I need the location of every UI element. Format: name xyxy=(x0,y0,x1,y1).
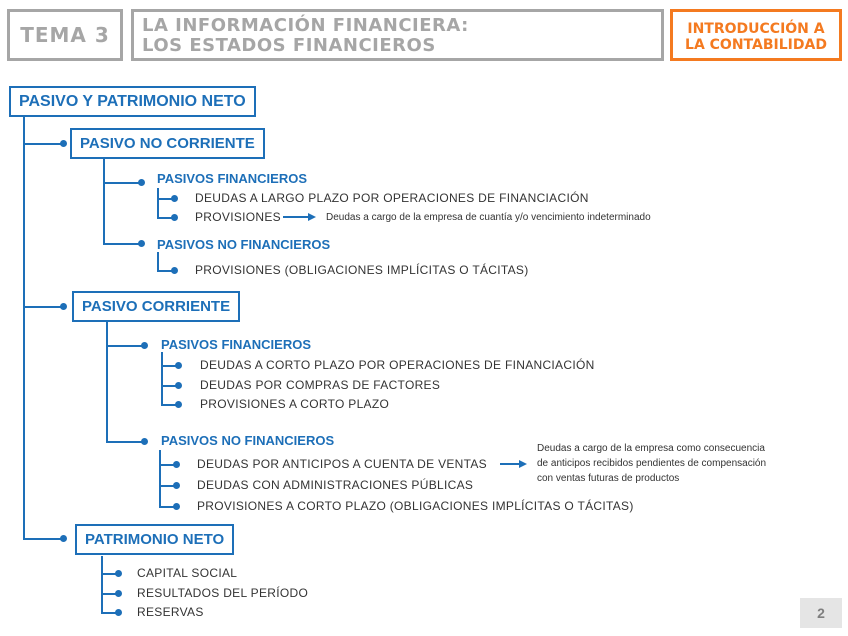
pc-fin-item: PROVISIONES A CORTO PLAZO xyxy=(200,397,390,411)
anticipos-note-line1: Deudas a cargo de la empresa como consecuencia xyxy=(537,443,765,454)
anticipos-note xyxy=(537,441,766,486)
course-badge-line2: LA CONTABILIDAD xyxy=(685,37,827,53)
page-number: 2 xyxy=(800,598,842,628)
arrow-anticipos-note xyxy=(500,460,527,468)
pnc-financieros-label: PASIVOS FINANCIEROS xyxy=(157,171,308,186)
pc-financieros-label: PASIVOS FINANCIEROS xyxy=(161,337,312,352)
tema-label: TEMA 3 xyxy=(7,9,123,61)
pc-nofin-item: PROVISIONES A CORTO PLAZO (OBLIGACIONES IMPLÍCITAS O TÁCITAS) xyxy=(197,499,634,513)
pasivo-no-corriente-node: PASIVO NO CORRIENTE xyxy=(70,128,265,159)
provisiones-note: Deudas a cargo de la empresa de cuantía y/o vencimiento indeterminado xyxy=(326,212,651,223)
pc-fin-item: DEUDAS A CORTO PLAZO POR OPERACIONES DE FINANCIACIÓN xyxy=(200,358,595,372)
anticipos-note-line2: de anticipos recibidos pendientes de compensación xyxy=(537,458,767,469)
pnc-nofinancieros-label: PASIVOS NO FINANCIEROS xyxy=(157,237,331,252)
pn-item: CAPITAL SOCIAL xyxy=(137,566,238,580)
slide-title-line2: LOS ESTADOS FINANCIEROS xyxy=(142,35,436,56)
pnc-fin-item: DEUDAS A LARGO PLAZO POR OPERACIONES DE FINANCIACIÓN xyxy=(195,191,589,205)
pc-nofinancieros-label: PASIVOS NO FINANCIEROS xyxy=(161,433,335,448)
patrimonio-neto-node: PATRIMONIO NETO xyxy=(75,524,234,555)
root-node: PASIVO Y PATRIMONIO NETO xyxy=(9,86,256,117)
pn-item: RESULTADOS DEL PERÍODO xyxy=(137,586,309,600)
pnc-nofin-item: PROVISIONES (OBLIGACIONES IMPLÍCITAS O TÁCITAS) xyxy=(195,263,529,277)
course-badge-line1: INTRODUCCIÓN A xyxy=(687,21,825,37)
pc-nofin-item: DEUDAS CON ADMINISTRACIONES PÚBLICAS xyxy=(197,478,474,492)
anticipos-note-line3: con ventas futuras de productos xyxy=(537,473,680,484)
pasivo-corriente-node: PASIVO CORRIENTE xyxy=(72,291,240,322)
pn-item: RESERVAS xyxy=(137,605,204,619)
arrow-provisiones-note xyxy=(283,213,316,221)
pc-nofin-item: DEUDAS POR ANTICIPOS A CUENTA DE VENTAS xyxy=(197,457,487,471)
pnc-fin-item: PROVISIONES xyxy=(195,210,281,224)
pc-fin-item: DEUDAS POR COMPRAS DE FACTORES xyxy=(200,378,441,392)
slide-title-line1: LA INFORMACIÓN FINANCIERA: xyxy=(142,15,469,36)
